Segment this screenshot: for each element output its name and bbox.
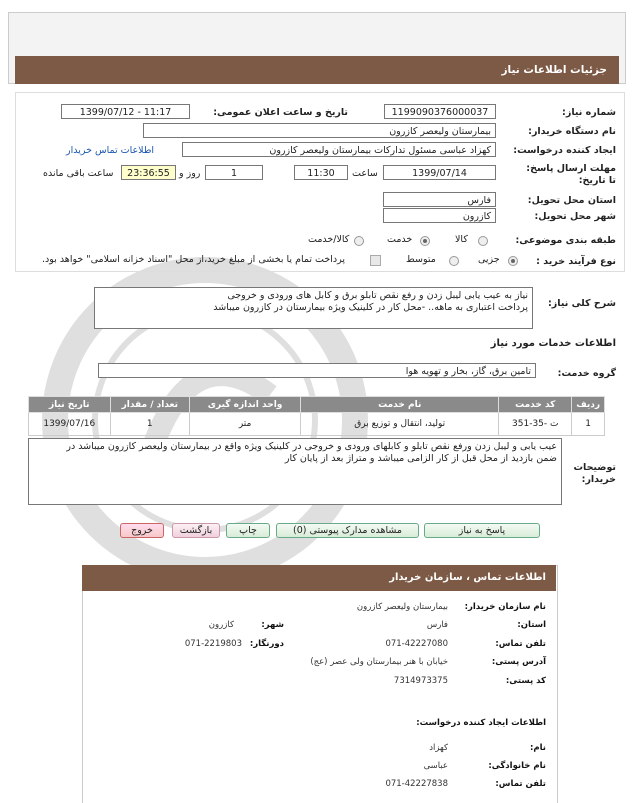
buyer-org-field: بیمارستان ولیعصر کازرون: [143, 123, 496, 138]
description-line-2: پرداخت اعتباری به ماهه.. -محل کار در کلینیک ویژه بیمارستان در کازرون میباشد: [213, 302, 528, 313]
service-group-field: تامین برق، گاز، بخار و تهویه هوا: [98, 363, 536, 378]
description-line-1: نیاز به عیب یابی لیبل زدن و رفع نقص تابلو برق و کابل های ورودی و خروجی: [227, 290, 528, 301]
cell-unit: متر: [190, 413, 301, 436]
page-title: جزئیات اطلاعات نیاز: [501, 64, 607, 76]
creator-phone-label: تلفن تماس:: [495, 779, 546, 789]
creator-label: ایجاد کننده درخواست:: [513, 145, 616, 156]
col-unit: واحد اندازه گیری: [190, 397, 301, 413]
cell-code: ت -35-351: [499, 413, 572, 436]
process-radio-medium[interactable]: [449, 256, 459, 266]
contact-postal-label: کد پستی:: [505, 676, 546, 686]
table-header-row: [29, 397, 605, 413]
announce-label: تاریخ و ساعت اعلان عمومی:: [213, 107, 348, 118]
category-service-label: خدمت: [387, 234, 413, 245]
buyer-notes-line-1: عیب یابی و لیبل زدن ورفع نقص تابلو و کابلهای ورودی و خروجی در کلینیک ویژه واقع در بیمارستان ولیعصر کازرون میباشد در: [66, 441, 557, 452]
category-label: طبقه بندی موضوعی:: [515, 235, 616, 246]
days-label: روز و: [179, 168, 201, 179]
treasury-checkbox[interactable]: [370, 255, 381, 266]
cell-name: تولید، انتقال و توزیع برق: [301, 413, 499, 436]
creator-section-title: اطلاعات ایجاد کننده درخواست:: [416, 718, 546, 728]
city-label: شهر محل تحویل:: [534, 211, 616, 222]
contact-address-label: آدرس پستی:: [491, 657, 546, 667]
province-field: فارس: [383, 192, 496, 207]
remaining-label: ساعت باقی مانده: [43, 168, 114, 179]
contact-phone-value: 071-42227080: [385, 639, 448, 649]
contact-city-value: کازرون: [208, 620, 234, 630]
category-radio-service[interactable]: [420, 236, 430, 246]
contact-fax-label: دورنگار:: [249, 639, 284, 649]
services-section-title: اطلاعات خدمات مورد نیاز: [490, 338, 616, 349]
creator-family-value: عباسی: [423, 761, 448, 771]
contact-postal-value: 7314973375: [393, 676, 448, 686]
days-field: 1: [205, 165, 263, 180]
announce-field: 1399/07/12 - 11:17: [61, 104, 190, 119]
hour-label: ساعت: [352, 168, 378, 179]
contact-org-value: بیمارستان ولیعصر کازرون: [356, 602, 448, 612]
table-row: [29, 413, 605, 436]
category-goods-label: کالا: [455, 234, 468, 245]
description-textarea: [94, 287, 533, 329]
buyer-org-label: نام دستگاه خریدار:: [528, 126, 616, 137]
buyer-notes-label: توضیحات خریدار:: [573, 462, 616, 485]
creator-name-value: کهزاد: [429, 743, 448, 753]
buyer-notes-textarea: [28, 438, 562, 505]
creator-field: کهزاد عباسی مسئول تدارکات بیمارستان ولیعصر کازرون: [182, 142, 496, 157]
back-button[interactable]: بازگشت: [172, 523, 220, 538]
creator-name-label: نام:: [529, 743, 546, 753]
process-radio-minor[interactable]: [508, 256, 518, 266]
need-number-field: 1199090376000037: [384, 104, 496, 119]
contact-province-value: فارس: [426, 620, 448, 630]
reply-button[interactable]: پاسخ به نیاز: [424, 523, 540, 538]
attachments-button[interactable]: مشاهده مدارک پیوستی (0): [276, 523, 419, 538]
category-goods-service-label: کالا/خدمت: [308, 234, 350, 245]
remaining-time-field: 23:36:55: [121, 165, 176, 180]
contact-org-label: نام سازمان خریدار:: [464, 602, 546, 612]
col-row: ردیف: [572, 397, 605, 413]
col-code: کد خدمت: [499, 397, 572, 413]
cell-date: 1399/07/16: [29, 413, 111, 436]
process-minor-label: جزیی: [478, 254, 500, 265]
process-label: نوع فرآیند خرید :: [536, 256, 616, 267]
category-radio-goods-service[interactable]: [354, 236, 364, 246]
buyer-notes-line-2: ضمن بازدید از محل قبل از کار الزامی میباشد و متراژ بعد از پایان کار: [284, 453, 557, 464]
description-label: شرح کلی نیاز:: [547, 298, 616, 309]
contact-info-link[interactable]: اطلاعات تماس خریدار: [66, 145, 155, 156]
services-table: [28, 396, 605, 436]
payment-note: پرداخت تمام یا بخشی از مبلغ خرید،از محل "اسناد خزانه اسلامی" خواهد بود.: [42, 254, 345, 265]
cell-qty: 1: [110, 413, 189, 436]
creator-phone-value: 071-42227838: [385, 779, 448, 789]
cell-row: 1: [572, 413, 605, 436]
contact-header: [82, 565, 556, 591]
need-number-label: شماره نیاز:: [562, 107, 616, 118]
contact-fax-value: 071-2219803: [184, 639, 242, 649]
contact-panel: [82, 565, 558, 803]
service-group-label: گروه خدمت:: [557, 368, 616, 379]
deadline-time-field: 11:30: [294, 165, 348, 180]
print-button[interactable]: چاپ: [226, 523, 270, 538]
deadline-date-field: 1399/07/14: [383, 165, 496, 180]
col-name: نام خدمت: [301, 397, 499, 413]
category-radio-goods[interactable]: [478, 236, 488, 246]
contact-title: اطلاعات تماس ، سازمان خریدار: [389, 572, 546, 583]
col-qty: تعداد / مقدار: [110, 397, 189, 413]
exit-button[interactable]: خروج: [120, 523, 164, 538]
deadline-label: مهلت ارسال پاسخ: تا تاریخ:: [526, 163, 616, 186]
col-date: تاریخ نیاز: [29, 397, 111, 413]
contact-province-label: استان:: [517, 620, 546, 630]
contact-address-value: خیابان با هنر بیمارستان ولی عصر (عج): [310, 657, 448, 667]
process-medium-label: متوسط: [406, 254, 436, 265]
contact-city-label: شهر:: [261, 620, 284, 630]
creator-family-label: نام خانوادگی:: [488, 761, 546, 771]
page-header: [15, 56, 619, 84]
contact-phone-label: تلفن تماس:: [495, 639, 546, 649]
province-label: استان محل تحویل:: [527, 195, 616, 206]
city-field: کازرون: [383, 208, 496, 223]
